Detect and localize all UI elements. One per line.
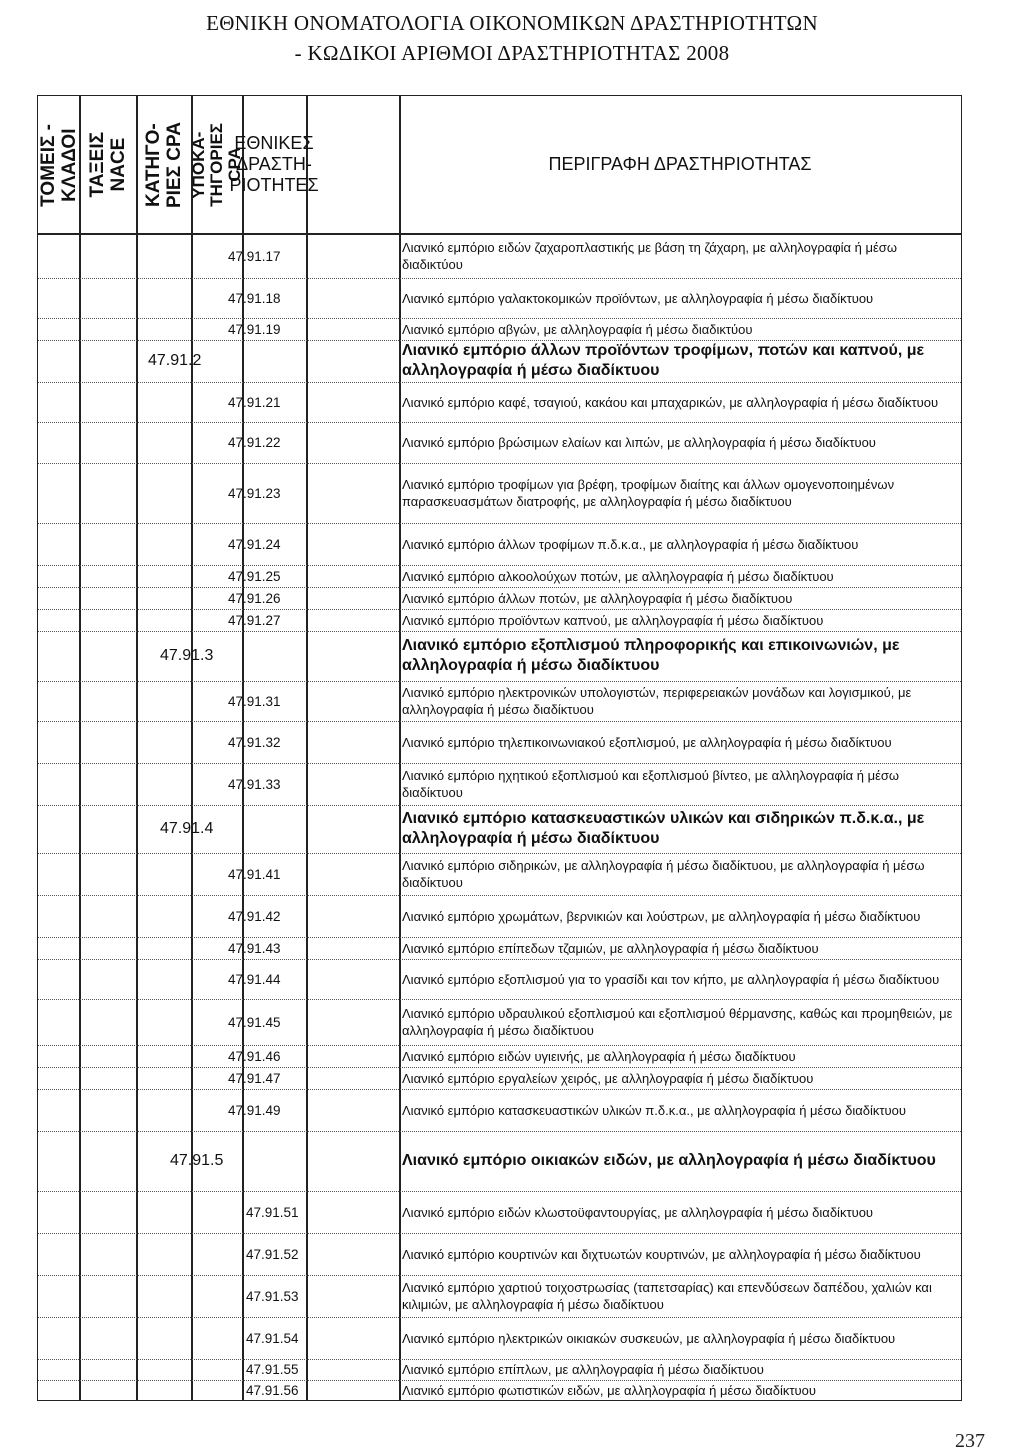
national-code: 47.91.23 — [228, 485, 281, 501]
table-row — [38, 234, 961, 278]
national-code: 47.91.24 — [228, 536, 281, 552]
national-code: 47.91.42 — [228, 908, 281, 924]
activity-description: Λιανικό εμπόριο χαρτιού τοιχοστρωσίας (ταπετσαρίας) και επενδύσεων δαπέδου, χαλιών και κιλιμιών, με αλληλογραφία ή μέσω διαδίκτυου — [402, 1280, 932, 1312]
table-row — [38, 1380, 961, 1400]
table-row — [38, 1191, 961, 1233]
header-description-label: ΠΕΡΙΓΡΑΦΗ ΔΡΑΣΤΗΡΙΟΤΗΤΑΣ — [548, 154, 812, 174]
activity-description: Λιανικό εμπόριο βρώσιμων ελαίων και λιπών, με αλληλογραφία ή μέσω διαδίκτυου — [402, 435, 876, 450]
table-row — [38, 1233, 961, 1275]
national-code: 47.91.46 — [228, 1048, 281, 1064]
activity-description: Λιανικό εμπόριο ειδών κλωστοϋφαντουργίας, με αλληλογραφία ή μέσω διαδίκτυου — [402, 1204, 874, 1220]
header-national-activities — [229, 96, 319, 233]
activity-description: Λιανικό εμπόριο υδραυλικού εξοπλισμού και εξοπλισμού θέρμανσης, καθώς και προμηθειών, με αλληλογραφία ή μέσω διαδίκτυου — [402, 1006, 953, 1038]
page-title-line1: ΕΘΝΙΚΗ ΟΝΟΜΑΤΟΛΟΓΙΑ ΟΙΚΟΝΟΜΙΚΩΝ ΔΡΑΣΤΗΡΙΟΤΗΤΩΝ — [206, 11, 818, 35]
activity-description: Λιανικό εμπόριο προϊόντων καπνού, με αλληλογραφία ή μέσω διαδίκτυου — [402, 612, 824, 628]
activity-description: Λιανικό εμπόριο επίπλων, με αλληλογραφία ή μέσω διαδίκτυου — [402, 1362, 764, 1377]
activity-description: Λιανικό εμπόριο ηχητικού εξοπλισμού και εξοπλισμού βίντεο, με αλληλογραφία ή μέσω διαδίκτυου — [402, 768, 900, 800]
national-code: 47.91.49 — [228, 1102, 281, 1118]
table-row — [38, 1045, 961, 1067]
table-row — [38, 853, 961, 895]
activity-description: Λιανικό εμπόριο επίπεδων τζαμιών, με αλληλογραφία ή μέσω διαδίκτυου — [402, 940, 819, 956]
activity-description: Λιανικό εμπόριο ηλεκτρονικών υπολογιστών, περιφερειακών μονάδων και λογισμικού, με αλληλογραφία ή μέσω διαδίκτυου — [402, 685, 912, 717]
table-row — [38, 805, 961, 853]
national-code: 47.91.21 — [228, 394, 281, 410]
header-categories-label: ΚΑΤΗΓΟ- ΡΙΕΣ CPA — [142, 121, 185, 208]
activity-description: Λιανικό εμπόριο άλλων ποτών, με αλληλογραφία ή μέσω διαδίκτυου — [402, 590, 793, 606]
national-code: 47.91.56 — [246, 1382, 299, 1398]
activity-description: Λιανικό εμπόριο άλλων προϊόντων τροφίμων, ποτών και καπνού, με αλληλογραφία ή μέσω διαδίκτυου — [402, 342, 925, 379]
header-description — [399, 96, 961, 233]
national-code: 47.91.41 — [228, 866, 281, 882]
table-row — [38, 763, 961, 805]
table-row — [38, 1359, 961, 1380]
national-code: 47.91.51 — [246, 1204, 299, 1220]
table-row — [38, 382, 961, 422]
header-sectors-label: ΤΟΜΕΙΣ - ΚΛΑΔΟΙ — [37, 123, 80, 207]
activity-description: Λιανικό εμπόριο αβγών, με αλληλογραφία ή μέσω διαδικτύου — [402, 321, 753, 337]
activity-description: Λιανικό εμπόριο εξοπλισμού για το γρασίδι και τον κήπο, με αλληλογραφία ή μέσω διαδίκτυου — [402, 971, 940, 987]
national-code: 47.91.43 — [228, 940, 281, 956]
national-code: 47.91.17 — [228, 248, 281, 264]
category-code: 47.91.5 — [170, 1152, 224, 1169]
table-row — [38, 1131, 961, 1191]
header-national-line3: ΡΙΟΤΗΤΕΣ — [229, 175, 319, 195]
category-code: 47.91.4 — [160, 820, 214, 837]
activity-description: Λιανικό εμπόριο ειδών υγιεινής, με αλληλογραφία ή μέσω διαδίκτυου — [402, 1048, 796, 1064]
table-row — [38, 1067, 961, 1089]
table-row — [38, 721, 961, 763]
national-code: 47.91.19 — [228, 321, 281, 337]
activity-description: Λιανικό εμπόριο ηλεκτρικών οικιακών συσκευών, με αλληλογραφία ή μέσω διαδίκτυου — [402, 1330, 896, 1346]
activity-description: Λιανικό εμπόριο φωτιστικών ειδών, με αλληλογραφία ή μέσω διαδίκτυου — [402, 1382, 816, 1398]
table-row — [38, 463, 961, 523]
table-row — [38, 609, 961, 631]
header-national-line1: ΕΘΝΙΚΕΣ — [234, 133, 314, 153]
activity-description: Λιανικό εμπόριο οικιακών ειδών, με αλληλογραφία ή μέσω διαδίκτυου — [402, 1152, 936, 1169]
category-code: 47.91.3 — [160, 647, 214, 664]
activity-description: Λιανικό εμπόριο κατασκευαστικών υλικών και σιδηρικών π.δ.κ.α., με αλληλογραφία ή μέσω διαδίκτυου — [402, 810, 925, 847]
activity-description: Λιανικό εμπόριο καφέ, τσαγιού, κακάου και μπαχαρικών, με αλληλογραφία ή μέσω διαδίκτυου — [402, 394, 939, 410]
activity-description: Λιανικό εμπόριο τροφίμων για βρέφη, τροφίμων διαίτης και άλλων ομογενοποιημένων παρασκευασμάτων διατροφής, με αλληλογραφία ή μέσω διαδίκτυου — [402, 477, 895, 509]
activity-description: Λιανικό εμπόριο ειδών ζαχαροπλαστικής με βάση τη ζάχαρη, με αλληλογραφία ή μέσω διαδικτύου — [402, 240, 897, 272]
header-classes — [79, 102, 136, 228]
header-classes-label: ΤΑΞΕΙΣ NACE — [86, 132, 129, 198]
table-row — [38, 587, 961, 609]
activity-codes-table — [37, 95, 962, 1401]
table-row — [38, 422, 961, 463]
header-categories — [136, 102, 191, 228]
national-code: 47.91.33 — [228, 776, 281, 792]
national-code: 47.91.47 — [228, 1070, 281, 1086]
table-row — [38, 1317, 961, 1359]
table-row — [38, 278, 961, 318]
national-code: 47.91.27 — [228, 612, 281, 628]
table-row — [38, 340, 961, 382]
header-national-line2: ΔΡΑΣΤΗ- — [236, 154, 312, 174]
activity-description: Λιανικό εμπόριο άλλων τροφίμων π.δ.κ.α., με αλληλογραφία ή μέσω διαδίκτυου — [402, 536, 859, 552]
national-code: 47.91.31 — [228, 693, 281, 709]
activity-description: Λιανικό εμπόριο σιδηρικών, με αλληλογραφία ή μέσω διαδίκτυου, με αλληλογραφία ή μέσω διαδίκτυου — [402, 858, 925, 890]
activity-description: Λιανικό εμπόριο τηλεπικοινωνιακού εξοπλισμού, με αλληλογραφία ή μέσω διαδίκτυου — [402, 734, 892, 750]
national-code: 47.91.26 — [228, 590, 281, 606]
header-subcategories-label: ΥΠΟΚΑ- ΤΗΓΟΡΙΕΣ CPA — [188, 123, 244, 207]
table-row — [38, 565, 961, 587]
activity-description: Λιανικό εμπόριο κατασκευαστικών υλικών π.δ.κ.α., με αλληλογραφία ή μέσω διαδίκτυου — [402, 1102, 906, 1118]
table-row — [38, 681, 961, 721]
activity-description: Λιανικό εμπόριο γαλακτοκομικών προϊόντων, με αλληλογραφία ή μέσω διαδίκτυου — [402, 290, 874, 306]
table-row — [38, 999, 961, 1045]
table-row — [38, 1275, 961, 1317]
page-title-line2: - ΚΩΔΙΚΟΙ ΑΡΙΘΜΟΙ ΔΡΑΣΤΗΡΙΟΤΗΤΑΣ 2008 — [294, 41, 730, 65]
national-code: 47.91.44 — [228, 971, 281, 987]
national-code: 47.91.45 — [228, 1014, 281, 1030]
national-code: 47.91.22 — [228, 435, 281, 450]
page-number: 237 — [955, 1430, 985, 1452]
table-row — [38, 895, 961, 937]
table-row — [38, 523, 961, 565]
activity-description: Λιανικό εμπόριο εργαλείων χειρός, με αλληλογραφία ή μέσω διαδίκτυου — [402, 1070, 814, 1086]
national-code: 47.91.52 — [246, 1246, 299, 1262]
national-code: 47.91.53 — [246, 1288, 299, 1304]
national-code: 47.91.54 — [246, 1330, 299, 1346]
activity-description: Λιανικό εμπόριο αλκοολούχων ποτών, με αλληλογραφία ή μέσω διαδίκτυου — [402, 568, 834, 584]
national-code: 47.91.18 — [228, 290, 281, 306]
activity-description: Λιανικό εμπόριο κουρτινών και διχτυωτών κουρτινών, με αλληλογραφία ή μέσω διαδίκτυου — [402, 1246, 921, 1262]
table-row — [38, 937, 961, 959]
page-title — [0, 8, 1024, 68]
national-code: 47.91.25 — [228, 568, 281, 584]
table-row — [38, 959, 961, 999]
category-code: 47.91.2 — [148, 352, 202, 369]
activity-description: Λιανικό εμπόριο χρωμάτων, βερνικιών και λούστρων, με αλληλογραφία ή μέσω διαδίκτυου — [402, 908, 921, 924]
header-sectors — [38, 102, 79, 228]
table-row — [38, 631, 961, 681]
national-code: 47.91.55 — [246, 1362, 299, 1377]
table-row — [38, 1089, 961, 1131]
national-code: 47.91.32 — [228, 734, 281, 750]
activity-description: Λιανικό εμπόριο εξοπλισμού πληροφορικής και επικοινωνιών, με αλληλογραφία ή μέσω διαδίκτυου — [402, 637, 900, 674]
table-row — [38, 318, 961, 340]
